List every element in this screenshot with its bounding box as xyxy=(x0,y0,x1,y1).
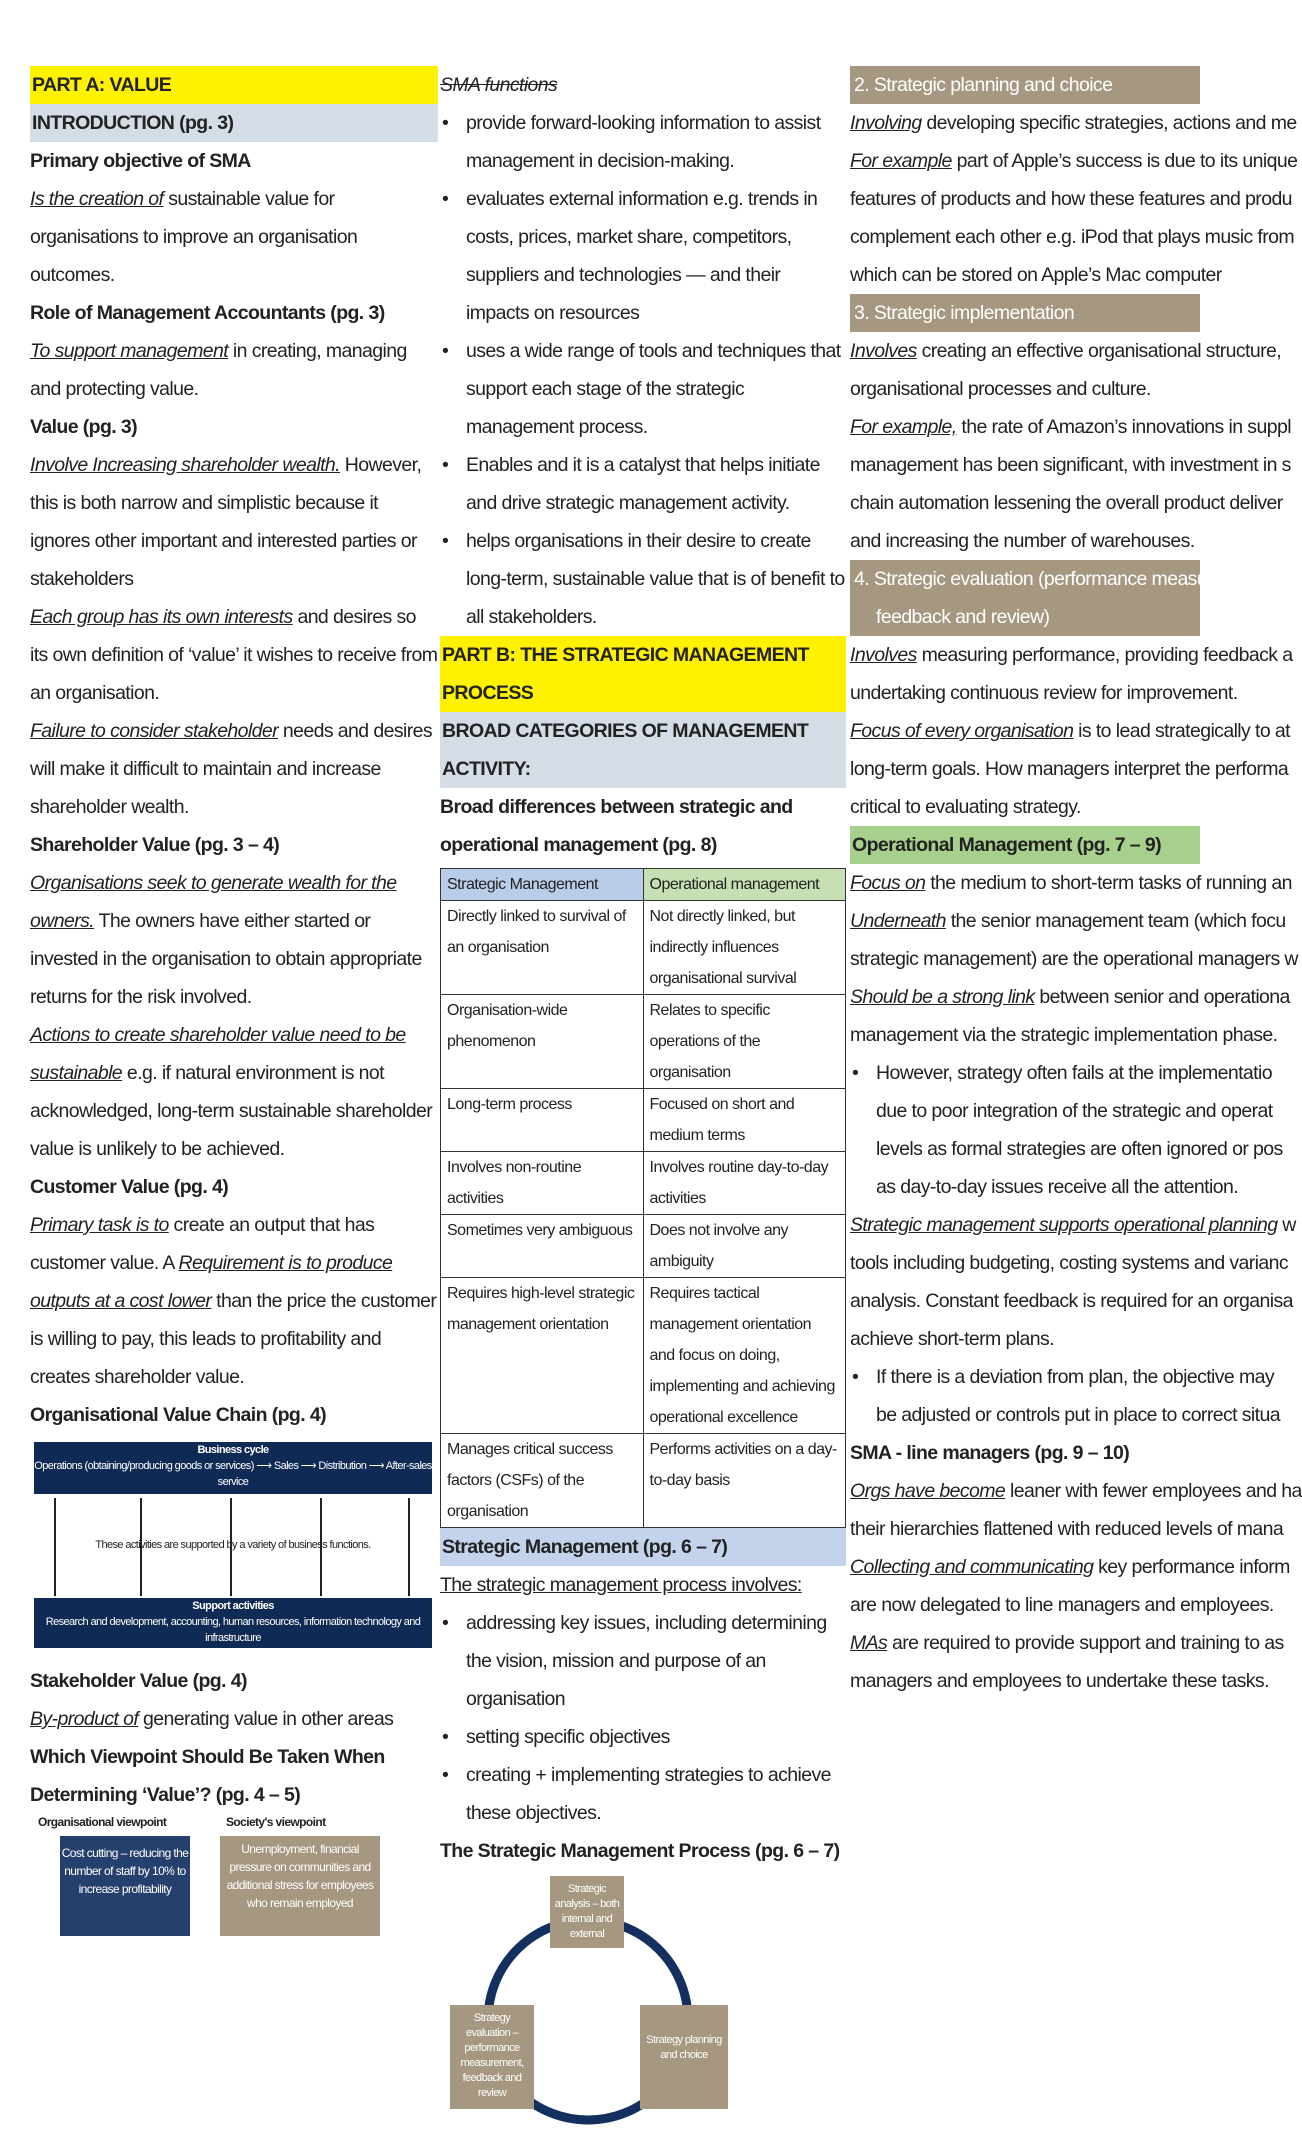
text-line: which can be stored on Apple’s Mac computer xyxy=(850,264,1222,286)
strategic-management-heading: Strategic Management (pg. 6 – 7) xyxy=(440,1528,846,1566)
list-item: • If there is a deviation from plan, the objective may be adjusted or controls put in place to correct situa xyxy=(850,1358,1200,1434)
table-header-operational: Operational management xyxy=(643,869,846,901)
text-line: Orgs have become leaner with fewer employees and ha xyxy=(850,1480,1302,1502)
text-line: MAs are required to provide support and training to as xyxy=(850,1632,1284,1654)
text-line: Involves creating an effective organisational structure, xyxy=(850,340,1282,362)
text-line: features of products and how these features and produ xyxy=(850,188,1292,210)
table-cell: Long-term process xyxy=(441,1089,644,1152)
table-header-strategic: Strategic Management xyxy=(441,869,644,901)
column-three xyxy=(850,66,1302,1700)
text-line: Should be a strong link between senior and operationa xyxy=(850,986,1290,1008)
text-line: chain automation lessening the overall product deliver xyxy=(850,492,1283,514)
sma-line-managers-heading: SMA - line managers (pg. 9 – 10) xyxy=(850,1442,1130,1464)
text-line: undertaking continuous review for improvement. xyxy=(850,682,1238,704)
text-line: Collecting and communicating key performance inform xyxy=(850,1556,1290,1578)
value-chain-middle-text: These activities are supported by a variety of business functions. xyxy=(95,1539,371,1551)
text-line: analysis. Constant feedback is required for an organisa xyxy=(850,1290,1293,1312)
role-text: To support management in creating, managing and protecting value. xyxy=(30,340,407,400)
text-line: Involves measuring performance, providing feedback a xyxy=(850,644,1293,666)
list-item: • setting specific objectives xyxy=(440,1718,846,1756)
list-item: • provide forward-looking information to assist management in decision-making. xyxy=(440,104,846,180)
list-item: • uses a wide range of tools and techniques that support each stage of the strategic management process. xyxy=(440,332,846,446)
table-cell: Requires high-level strategic management orientation xyxy=(441,1278,644,1434)
value-heading: Value (pg. 3) xyxy=(30,416,138,438)
list-item: • However, strategy often fails at the implementatio due to poor integration of the strategic and operat levels as formal strategies are often ignored or pos as day-to-day issues receive all the attention. xyxy=(850,1054,1200,1206)
text-line: tools including budgeting, costing systems and varianc xyxy=(850,1252,1289,1274)
introduction-heading: INTRODUCTION (pg. 3) xyxy=(30,104,438,142)
text-line: Focus on the medium to short-term tasks of running an xyxy=(850,872,1292,894)
part-b-heading: PART B: THE STRATEGIC MANAGEMENT PROCESS xyxy=(440,636,846,712)
viewpoint-diagram xyxy=(30,1814,438,1954)
value-chain-diagram xyxy=(30,1438,438,1658)
text-line: management has been significant, with investment in s xyxy=(850,454,1291,476)
text-line: management via the strategic implementation phase. xyxy=(850,1024,1278,1046)
text-line: Strategic management supports operational planning w xyxy=(850,1214,1296,1236)
heading-strategic-implementation: 3. Strategic implementation xyxy=(850,294,1200,332)
table-row xyxy=(441,1278,846,1434)
text-line: managers and employees to undertake these tasks. xyxy=(850,1670,1269,1692)
table-cell: Focused on short and medium terms xyxy=(643,1089,846,1152)
org-viewpoint-box: Cost cutting – reducing the number of staff by 10% to increase profitability xyxy=(60,1836,190,1936)
strategic-analysis-box: Strategic analysis – both internal and external xyxy=(550,1876,624,1948)
each-group-text: Each group has its own interests and desires so its own definition of ‘value’ it wishes to receive from an organisation. xyxy=(30,606,438,704)
support-activities-text: Research and development, accounting, human resources, information technology and infrastructure xyxy=(45,1616,421,1644)
value-text: Involve Increasing shareholder wealth. However, this is both narrow and simplistic because it ignores other important and interested parties or stakeholders xyxy=(30,454,422,590)
text-line: complement each other e.g. iPod that plays music from xyxy=(850,226,1295,248)
table-row xyxy=(441,901,846,995)
text-line: organisational processes and culture. xyxy=(850,378,1151,400)
support-activities-bar xyxy=(34,1598,432,1648)
failure-text: Failure to consider stakeholder needs and desires will make it difficult to maintain and increase shareholder wealth. xyxy=(30,720,433,818)
shareholder-value-text: Organisations seek to generate wealth for the owners. The owners have either started or invested in the organisation to obtain appropriate returns for the risk involved. xyxy=(30,872,422,1008)
text-line: long-term goals. How managers interpret the performa xyxy=(850,758,1289,780)
list-item: • evaluates external information e.g. trends in costs, prices, market share, competitors, suppliers and technologies — and their impacts on resources xyxy=(440,180,846,332)
business-cycle-title: Business cycle xyxy=(197,1444,269,1456)
stakeholder-value-text: By-product of generating value in other areas xyxy=(30,1708,394,1730)
table-row xyxy=(441,1434,846,1528)
text-line: their hierarchies flattened with reduced levels of mana xyxy=(850,1518,1284,1540)
text-line: Focus of every organisation is to lead strategically to at xyxy=(850,720,1290,742)
actions-text: Actions to create shareholder value need to be sustainable e.g. if natural environment is not acknowledged, long-term sustainable shareholder value is unlikely to be achieved. xyxy=(30,1024,433,1160)
list-item: • creating + implementing strategies to achieve these objectives. xyxy=(440,1756,846,1832)
part-a-heading: PART A: VALUE xyxy=(30,66,438,104)
table-cell: Performs activities on a day-to-day basis xyxy=(643,1434,846,1528)
table-cell: Manages critical success factors (CSFs) of the organisation xyxy=(441,1434,644,1528)
text-line: achieve short-term plans. xyxy=(850,1328,1054,1350)
text-line: critical to evaluating strategy. xyxy=(850,796,1081,818)
operational-management-heading: Operational Management (pg. 7 – 9) xyxy=(850,826,1200,864)
value-chain-heading: Organisational Value Chain (pg. 4) xyxy=(30,1404,326,1426)
text-line: For example, the rate of Amazon’s innovations in suppl xyxy=(850,416,1291,438)
customer-value-heading: Customer Value (pg. 4) xyxy=(30,1176,229,1198)
table-row xyxy=(441,1152,846,1215)
table-row xyxy=(441,1215,846,1278)
table-cell: Does not involve any ambiguity xyxy=(643,1215,846,1278)
text-line: and increasing the number of warehouses. xyxy=(850,530,1195,552)
shareholder-value-heading: Shareholder Value (pg. 3 – 4) xyxy=(30,834,280,856)
heading-strategic-evaluation: 4. Strategic evaluation (performance measurement, feedback and review) xyxy=(850,560,1200,636)
table-cell: Involves non-routine activities xyxy=(441,1152,644,1215)
column-one xyxy=(30,66,438,1954)
society-viewpoint-box: Unemployment, financial pressure on communities and additional stress for employees who remain employed xyxy=(220,1836,380,1936)
comparison-table xyxy=(440,868,846,1528)
table-cell: Not directly linked, but indirectly influences organisational survival xyxy=(643,901,846,995)
column-two xyxy=(440,66,846,2140)
sms-list xyxy=(850,1358,1280,1434)
list-item: • addressing key issues, including determining the vision, mission and purpose of an organisation xyxy=(440,1604,846,1718)
om-list xyxy=(850,1054,1283,1206)
table-row xyxy=(441,995,846,1089)
table-cell: Sometimes very ambiguous xyxy=(441,1215,644,1278)
org-viewpoint-label: Organisational viewpoint xyxy=(38,1815,167,1829)
customer-value-text: Primary task is to create an output that has customer value. A Requirement is to produce outputs at a cost lower than the price the customer is willing to pay, this leads to profitability and creates shareholder value. xyxy=(30,1214,437,1388)
smp-diagram-heading: The Strategic Management Process (pg. 6 – 7) xyxy=(440,1840,840,1862)
heading-strategic-planning: 2. Strategic planning and choice xyxy=(850,66,1200,104)
table-cell: Relates to specific operations of the organisation xyxy=(643,995,846,1089)
smp-intro: The strategic management process involves: xyxy=(440,1574,802,1596)
sma-functions-list xyxy=(440,104,846,636)
table-cell: Requires tactical management orientation and focus on doing, implementing and achieving operational excellence xyxy=(643,1278,846,1434)
list-item: • Enables and it is a catalyst that helps initiate and drive strategic management activity. xyxy=(440,446,846,522)
text-line: Involving developing specific strategies, actions and me xyxy=(850,112,1297,134)
smp-list xyxy=(440,1604,846,1832)
strategy-evaluation-box: Strategy evaluation – performance measurement, feedback and review xyxy=(450,2005,534,2109)
broad-categories-heading: BROAD CATEGORIES OF MANAGEMENT ACTIVITY: xyxy=(440,712,846,788)
table-cell: Organisation-wide phenomenon xyxy=(441,995,644,1089)
business-cycle-bar xyxy=(34,1442,432,1494)
table-header-row xyxy=(441,869,846,901)
stakeholder-value-heading: Stakeholder Value (pg. 4) xyxy=(30,1670,247,1692)
table-cell: Directly linked to survival of an organisation xyxy=(441,901,644,995)
table-cell: Involves routine day-to-day activities xyxy=(643,1152,846,1215)
which-viewpoint-heading: Which Viewpoint Should Be Taken When Determining ‘Value’? (pg. 4 – 5) xyxy=(30,1746,385,1806)
table-row xyxy=(441,1089,846,1152)
sma-functions-heading: SMA functions xyxy=(440,74,558,96)
list-item: • helps organisations in their desire to create long-term, sustainable value that is of benefit to all stakeholders. xyxy=(440,522,846,636)
business-cycle-text: Operations (obtaining/producing goods or services) ⟶ Sales ⟶ Distribution ⟶ After-sales service xyxy=(34,1460,432,1488)
smp-cycle-diagram xyxy=(440,1870,846,2140)
role-heading: Role of Management Accountants (pg. 3) xyxy=(30,302,385,324)
text-line: Underneath the senior management team (which focu xyxy=(850,910,1286,932)
strategy-planning-box: Strategy planning and choice xyxy=(640,2005,728,2109)
text-line: strategic management) are the operational managers w xyxy=(850,948,1298,970)
society-viewpoint-label: Society's viewpoint xyxy=(226,1815,326,1829)
text-line: For example part of Apple’s success is due to its unique xyxy=(850,150,1298,172)
text-line: are now delegated to line managers and employees. xyxy=(850,1594,1274,1616)
support-activities-title: Support activities xyxy=(192,1600,274,1612)
primary-objective-text: Is the creation of sustainable value for organisations to improve an organisation outcomes. xyxy=(30,188,358,286)
broad-differences-heading: Broad differences between strategic and operational management (pg. 8) xyxy=(440,796,793,856)
primary-objective-heading: Primary objective of SMA xyxy=(30,150,251,172)
